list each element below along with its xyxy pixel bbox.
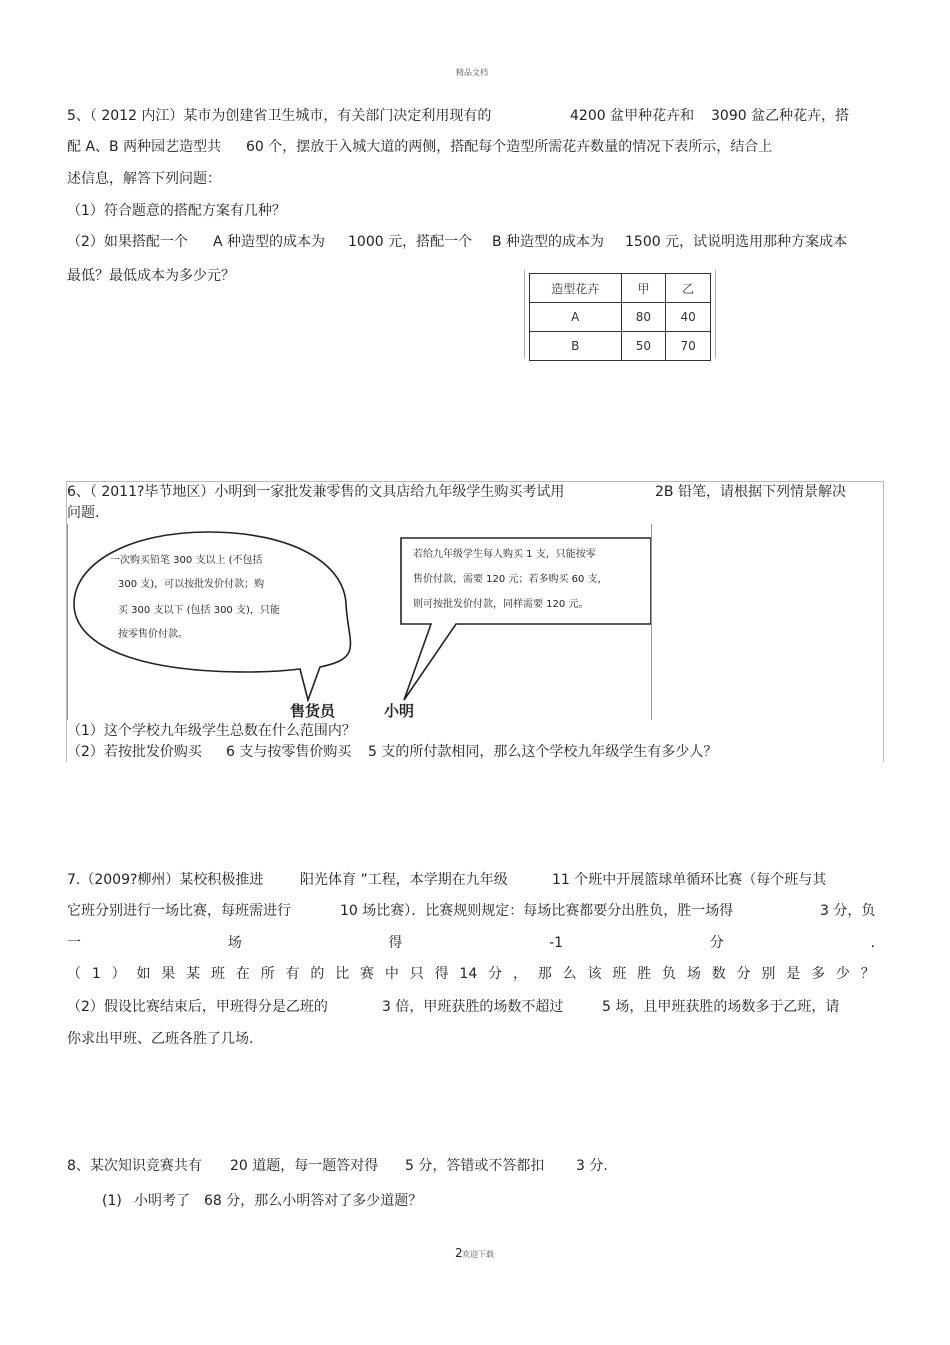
q7-line3-word: -1	[549, 935, 564, 951]
q6-frame-right	[883, 481, 884, 762]
bubble-right-line-3: 则可按批发价付款，同样需要 120 元。	[413, 599, 589, 610]
table-header-cell: 甲	[621, 274, 666, 303]
q5-flower-table	[529, 273, 711, 361]
q5-line1-a: 5、（ 2012 内江）某市为创建省卫生城市，有关部门决定利用现有的	[67, 108, 492, 124]
q7-line4-char: 是	[786, 966, 801, 982]
q5-line2-a: 配 A、B 两种园艺造型共	[67, 139, 222, 155]
q7-line3-word: .	[870, 935, 875, 951]
q7-line4-char: 别	[761, 966, 776, 982]
q7-line1-a: 7.（2009?柳州）某校积极推进	[67, 872, 264, 888]
q6-illustration	[67, 524, 652, 720]
q7-line4-char: 果	[161, 966, 176, 982]
table-header-cell: 乙	[666, 274, 711, 303]
q7-line3-word: 场	[227, 935, 242, 951]
q5-line1-b: 4200 盆甲种花卉和	[570, 108, 695, 124]
q5-sub2-b: A 种造型的成本为	[213, 234, 326, 250]
bubble-right-line-2: 售价付款，需要 120 元；若多购买 60 支，	[413, 574, 608, 585]
q6-sub1: （1）这个学校九年级学生总数在什么范围内？	[67, 723, 356, 739]
q7-line2-b: 10 场比赛）．比赛规则规定：每场比赛都要分出胜负，胜一场得	[340, 903, 734, 919]
q5-sub2-f: 最低？最低成本为多少元？	[67, 268, 235, 284]
q7-line4	[67, 965, 875, 983]
q8-sub1-a: (1)	[102, 1193, 122, 1209]
table-cell: A	[530, 303, 622, 332]
bubble-left-line-2: 300 支)，可以按批发价付款；购	[118, 579, 265, 590]
q7-line4-char: 如	[136, 966, 151, 982]
table-header-cell: 造型花卉	[530, 274, 622, 303]
q5-sub1: （1）符合题意的搭配方案有几种？	[67, 203, 286, 219]
q7-line4-char: 少	[835, 966, 850, 982]
q7-line4-char: ）	[111, 966, 126, 982]
q7-line4-char: 有	[285, 966, 300, 982]
q7-line4-char: （	[67, 966, 81, 982]
q7-line5-b: 3 倍，甲班获胜的场数不超过	[382, 999, 564, 1015]
q5-sub2-c: 1000 元，搭配一个	[348, 234, 473, 250]
q5-line3: 述信息，解答下列问题：	[67, 171, 221, 187]
bubble-left-line-4: 按零售价付款。	[118, 629, 188, 640]
q7-line4-char: 胜	[637, 966, 652, 982]
q7-line4-char: 该	[587, 966, 602, 982]
table-cell: B	[530, 332, 622, 361]
q7-line2-c: 3 分，负	[820, 903, 876, 919]
q7-line4-char: 比	[335, 966, 350, 982]
q7-line4-char: 1	[91, 966, 101, 982]
table-cell: 50	[621, 332, 666, 361]
q7-line4-char: 负	[662, 966, 676, 982]
q7-line4-char: 在	[235, 966, 250, 982]
q7-line3	[67, 934, 875, 952]
q7-line4-char: 某	[186, 966, 201, 982]
q5-sub2-a: （2）如果搭配一个	[67, 234, 188, 250]
q7-line3-word: 得	[388, 935, 403, 951]
q8-sub1-c: 68 分，那么小明答对了多少道题？	[204, 1193, 423, 1209]
q7-line5-a: （2）假设比赛结束后，甲班得分是乙班的	[67, 999, 328, 1015]
q8-sub1-b: 小明考了	[134, 1193, 190, 1209]
q7-line4-char: 所	[260, 966, 275, 982]
q7-line3-word: 一	[67, 935, 81, 951]
table-cell: 70	[666, 332, 711, 361]
q6-sub2-a: （2）若按批发价购买	[67, 744, 202, 760]
footer-note: 欢迎下载	[462, 1250, 494, 1259]
q7-line2-a: 它班分别进行一场比赛，每班需进行	[67, 903, 291, 919]
q7-line4-char: ？	[860, 966, 875, 982]
q6-sub2-c: 5 支的所付款相同，那么这个学校九年级学生有多少人？	[368, 744, 718, 760]
q8-line1-d: 3 分.	[576, 1158, 608, 1174]
q7-line1-c: 11 个班中开展篮球单循环比赛（每个班与其	[552, 872, 827, 888]
q6-frame-top	[66, 481, 883, 482]
bubble-left-line-1: 一次购买铅笔 300 支以上 (不包括	[110, 555, 263, 566]
q7-line4-char: 场	[686, 966, 701, 982]
q8-line1-c: 5 分，答错或不答都扣	[405, 1158, 545, 1174]
q7-line4-char: 只	[409, 966, 424, 982]
q7-line3-word: 分	[709, 935, 724, 951]
speaker-label-clerk: 售货员	[290, 702, 336, 720]
bubble-right-line-1: 若给九年级学生每人购买 1 支，只能按零	[413, 549, 596, 560]
q5-line2-b: 60 个，摆放于入城大道的两侧，搭配每个造型所需花卉数量的情况下表所示，结合上	[246, 139, 773, 155]
q6-line1-a: 6、（ 2011?毕节地区）小明到一家批发兼零售的文具店给九年级学生购买考试用	[67, 484, 565, 500]
page-number: 2	[455, 1246, 463, 1260]
q5-sub2-e: 1500 元，试说明选用那种方案成本	[625, 234, 848, 250]
table-row	[530, 303, 711, 332]
q8-line1-a: 8、某次知识竞赛共有	[67, 1158, 202, 1174]
bubble-left-line-3: 买 300 支以下 (包括 300 支)，只能	[118, 605, 280, 616]
q7-line4-char: 14	[459, 966, 478, 982]
table-cell: 40	[666, 303, 711, 332]
q7-line4-char: 多	[811, 966, 826, 982]
q5-sub2-d: B 种造型的成本为	[492, 234, 605, 250]
q7-line5-c: 5 场，且甲班获胜的场数多于乙班，请	[602, 999, 840, 1015]
table-header-row	[530, 274, 711, 303]
q7-line4-char: 分	[488, 966, 503, 982]
q7-line6: 你求出甲班、乙班各胜了几场.	[67, 1031, 254, 1047]
q7-line4-char: 分	[736, 966, 751, 982]
table-cell: 80	[621, 303, 666, 332]
q7-line4-char: 么	[562, 966, 577, 982]
q5-line1-c: 3090 盆乙种花卉，搭	[711, 108, 850, 124]
q6-line2: 问题.	[67, 505, 100, 521]
table-row	[530, 332, 711, 361]
q7-line4-char: 中	[384, 966, 399, 982]
header-watermark: 精品文档	[456, 68, 488, 77]
speaker-label-xiaoming: 小明	[384, 702, 415, 720]
q7-line1-b: 阳光体育 ”工程，本学期在九年级	[300, 872, 508, 888]
q6-line1-b: 2B 铅笔，请根据下列情景解决	[655, 484, 846, 500]
q7-line4-char: 那	[537, 966, 552, 982]
q8-line1-b: 20 道题，每一题答对得	[230, 1158, 379, 1174]
q7-line4-char: 班	[210, 966, 225, 982]
q7-line4-char: 得	[434, 966, 449, 982]
q7-line4-char: 的	[310, 966, 325, 982]
q7-line4-char: 班	[612, 966, 627, 982]
q6-sub2-b: 6 支与按零售价购买	[226, 744, 352, 760]
q7-line4-char: 赛	[360, 966, 375, 982]
q7-line4-char: ，	[512, 966, 527, 982]
q7-line4-char: 数	[711, 966, 726, 982]
